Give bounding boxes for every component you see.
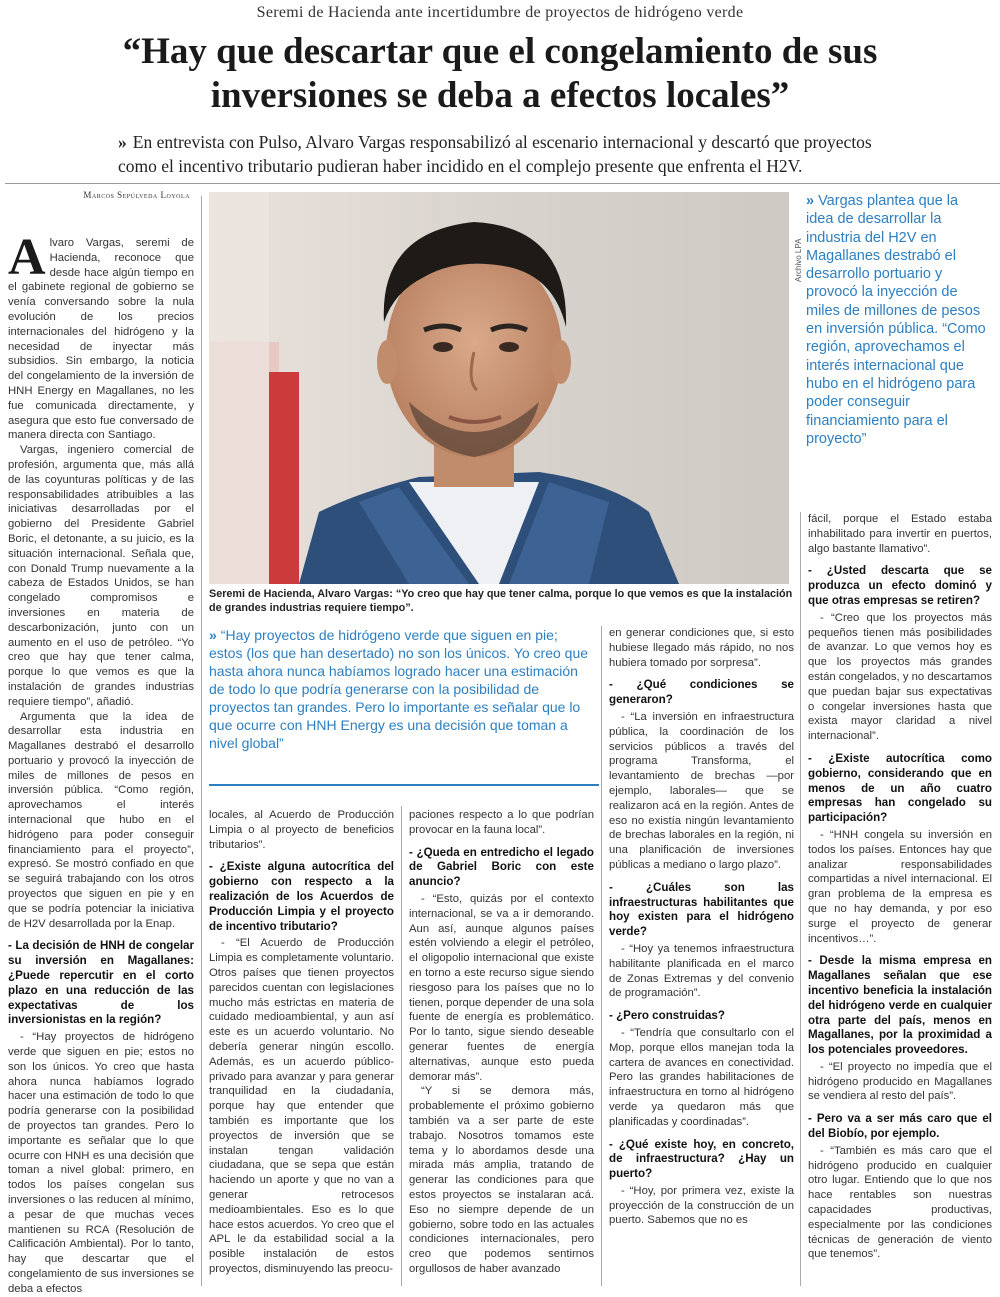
answer: - “HNH congela su inversión en todos los países. Entonces hay que analizar responsabilidades compartidas a nivel internacional. El gran problema de la empresa es que no hay demanda, y por eso surge el proyecto de generar incentivos…”. bbox=[808, 828, 992, 945]
question: - ¿Usted descarta que se produzca un efecto dominó y que otras empresas se retiren? bbox=[808, 564, 992, 607]
paragraph: en generar condiciones que, si esto hubiese llegado más rápido, no nos hubiera tomado por sorpresa”. bbox=[609, 627, 794, 669]
answer: - “El proyecto no impedía que el hidrógeno producido en Magallanes se vendiera al resto del país”. bbox=[808, 1060, 992, 1103]
column-divider bbox=[601, 626, 602, 1286]
photo-credit: Archivo LPA bbox=[794, 238, 803, 282]
answer: - “Tendría que consultarlo con el Mop, porque ellos manejan toda la cartera de avances en conectividad. Pero las grandes habilitaciones de infraestructura en torno al hidrógeno verde ya quedaron más que planificadas y coordinadas”. bbox=[609, 1026, 794, 1128]
question: - ¿Pero construidas? bbox=[609, 1009, 725, 1023]
answer: - “Creo que los proyectos más pequeños tienen más posibilidades de avanzar. Lo que vemos hoy es que los proyectos más grandes están congelados, y no descartamos que puedan bajar sus expectativas o congelar inversiones hasta que exista mayor claridad a nivel internacional”. bbox=[808, 611, 992, 743]
side-pullquote-text: Vargas plantea que la idea de desarrollar la industria del H2V en Magallanes destrabó el desarrollo portuario y provocó la inyección de miles de millones de pesos en inversión pública. “Como región, aprovechamos el interés internacional que hubo en el hidrógeno para poder conseguir financiamiento para el proyecto” bbox=[806, 193, 986, 447]
header-rule bbox=[5, 183, 1000, 184]
chevron-icon: » bbox=[118, 132, 127, 152]
question: - Pero va a ser más caro que el del Biobío, por ejemplo. bbox=[808, 1112, 992, 1141]
paragraph: Argumenta que la idea de desarrollar esta industria en Magallanes destrabó el desarrollo portuario y provocó la inyección de miles de millones de pesos en inversión pública. “Como región, aprovechamos el interés internacional que hubo en el hidrógeno para poder conseguir financiamiento para el proyecto”, expresó. Se mostró confiado en que se seguirá trabajando con los otros proyectos que siguen en pie y en que se podría potenciar la iniciativa de H2V desarrollada por la Enap. bbox=[8, 710, 194, 930]
answer: - “Hoy ya tenemos infraestructura habilitante planificada en el marco de Zonas Extremas y del convenio de programación”. bbox=[609, 942, 794, 1000]
answer: - “El Acuerdo de Producción Limpia es completamente voluntario. Otros países que tienen proyectos parecidos cuentan con legislaciones mucho más estrictas en materia de cuidado medioambiental, y aun así este es un acuerdo voluntario. No debería generar ningún escollo. Además, es un acuerdo público-privado para avanzar y para generar tranquilidad en la ciudadanía, porque hay que entender que también es importante que los proyectos de inversión que se instalan tengan validación ciudadana, que se sepa que están haciendo un aporte y que no van a generar retrocesos medioambientales. Eso es lo que hace estos acuerdos. Yo creo que el APL le da estabilidad social a la posible instalación de estos proyectos, disminuyendo las preocu- bbox=[209, 937, 394, 1275]
answer: - “Hay proyectos de hidrógeno verde que siguen en pie; estos no son los únicos. Yo creo que hasta ahora nunca habíamos logrado hacer una estimación de todo lo que podría generarse con la posibilidad de proyectos tan grandes. Pero lo importante es señalar que lo que ocurre con HNH es una decisión que toman a nivel global: primero, en todos los países congelan sus inversiones o las reducen al mínimo, a pesar de que muchas veces mantienen su RCA (Resolución de Calificación Ambiental). Por lo tanto, hay que descartar que el congelamiento de sus inversiones se deba a efectos bbox=[8, 1031, 194, 1295]
answer: - “También es más caro que el hidrógeno producido en cualquier otro lugar. Entiendo que lo que nos hace rentables son nuestras capacidades productivas, especialmente por las condiciones técnicas de generación de viento que tenemos”. bbox=[808, 1144, 992, 1261]
column-divider bbox=[201, 196, 202, 1286]
column-2 bbox=[209, 808, 394, 1277]
side-pullquote bbox=[806, 192, 986, 448]
deck bbox=[118, 130, 898, 178]
paragraph: paciones respecto a lo que podrían provocar en la fauna local”. bbox=[409, 809, 594, 836]
question: - ¿Qué condiciones se generaron? bbox=[609, 678, 794, 707]
question: - Desde la misma empresa en Magallanes señalan que ese incentivo beneficia la instalación del hidrógeno verde en cualquier otra parte del país, menos en Magallanes, por la proximidad a los potenciales proveedores. bbox=[808, 954, 992, 1057]
column-divider bbox=[401, 806, 402, 1286]
pullquote-rule bbox=[209, 784, 599, 786]
question: - ¿Existe autocrítica como gobierno, considerando que en menos de un año cuatro empresas han congelado su participación? bbox=[808, 751, 992, 825]
column-divider bbox=[800, 512, 801, 1286]
column-5 bbox=[808, 512, 992, 1262]
column-3 bbox=[409, 808, 594, 1277]
photo-caption: Seremi de Hacienda, Alvaro Vargas: “Yo creo que hay que tener calma, porque lo que vemos es que la instalación de grandes industrias requiere tiempo”. bbox=[209, 588, 793, 614]
answer: - “La inversión en infraestructura pública, la coordinación de los servicios públicos a través del programa Transforma, el levantamiento de brechas —por ejemplo, laborales— que se realizaron acá en la región. Antes de eso no existía ningún levantamiento de brechas laborales en la región, ni una planificación de inversiones públicas a mediano o largo plazo”. bbox=[609, 710, 794, 871]
question: - ¿Cuáles son las infraestructuras habilitantes que hoy existen para el hidrógeno verde? bbox=[609, 880, 794, 939]
answer: - “Hoy, por primera vez, existe la proyección de la construcción de un puerto. Sabemos que no es bbox=[609, 1184, 794, 1227]
deck-text: En entrevista con Pulso, Alvaro Vargas responsabilizó al escenario internacional y descartó que proyectos como el incentivo tributario pudieran haber incidido en el complejo presente que enfrenta el H2V. bbox=[118, 132, 872, 176]
answer: - “Esto, quizás por el contexto internacional, se va a ir demorando. Aun así, aunque algunos países estén volviendo a elegir el petróleo, el oligopolio internacional que existe en torno a este recurso sigue siendo riesgoso para los países que no lo tienen, porque depender de una sola fuente de energía es problemático. Por lo tanto, sigue siendo deseable generar fuentes de energía alternativas, aunque esto pueda demorar más”. bbox=[409, 892, 594, 1083]
portrait-photo bbox=[209, 192, 789, 584]
intro-paragraph: Alvaro Vargas, seremi de Hacienda, reconoce que desde hace algún tiempo en el gabinete regional de gobierno se venía conversando sobre la nula evolución de los precios internacionales del hidrógeno y la necesidad de inyectar más subsidios. Sin embargo, la noticia del congelamiento de la inversión de HNH Energy en Magallanes, no les fue comunicada directamente, y asegura que esto fue conversado de manera directa con Santiago. bbox=[8, 229, 194, 442]
chevron-icon: » bbox=[806, 193, 815, 209]
paragraph: fácil, porque el Estado estaba inhabilitado para invertir en puertos, algo bastante llamativo”. bbox=[808, 513, 992, 555]
paragraph: “Y si se demora más, probablemente el próximo gobierno también va a ser parte de este trabajo. Nosotros tomamos este tema y lo abordamos desde una mirada más amplia, tratando de generar las condiciones para que estos proyectos se instalaran acá. Eso no siempre depende de un gobierno, sobre todo en las actuales condiciones internacionales, pero creo que podemos sentirnos orgullosos de haber avanzado bbox=[409, 1085, 594, 1275]
headline: “Hay que descartar que el congelamiento de sus inversiones se deba a efectos locales” bbox=[122, 31, 878, 116]
paragraph: Vargas, ingeniero comercial de profesión, argumenta que, más allá de las coyunturas políticas y de las responsabilidades atribuibles a las iniciativas desarrolladas por el gobierno del Presidente Gabriel Boric, el detonante, a su juicio, es la situación internacional. Señala que, con Donald Trump nuevamente a la cabeza de Estados Unidos, se han congelado compromisos e inversiones en materia de descarbonización, junto con un aumento en el uso de petróleo. “Yo creo que hay que tener calma, porque lo que vemos es que la instalación de grandes industrias requiere tiempo”, añadió. bbox=[8, 444, 194, 708]
byline: Marcos Sepúlveda Loyola bbox=[83, 190, 190, 200]
mid-pullquote bbox=[209, 626, 592, 752]
column-1 bbox=[8, 229, 194, 1297]
question: - ¿Queda en entredicho el legado de Gabriel Boric con este anuncio? bbox=[409, 845, 594, 889]
question: - ¿Qué existe hoy, en concreto, de infraestructura? ¿Hay un puerto? bbox=[609, 1137, 794, 1181]
question: - La decisión de HNH de congelar su inversión en Magallanes: ¿Puede repercutir en el corto plazo en una reducción de las expectativas de los inversionistas en la región? bbox=[8, 939, 194, 1027]
paragraph: locales, al Acuerdo de Producción Limpia o al proyecto de beneficios tributarios”. bbox=[209, 809, 394, 851]
question: - ¿Existe alguna autocrítica del gobierno con respecto a la realización de los Acuerdos de Producción Limpia y el proyecto de incentivo tributario? bbox=[209, 860, 394, 933]
column-4 bbox=[609, 626, 794, 1228]
drop-cap: A bbox=[8, 229, 46, 286]
mid-pullquote-text: “Hay proyectos de hidrógeno verde que siguen en pie; estos (los que han desertado) no son los únicos. Yo creo que hasta ahora nunca habíamos logrado hacer una estimación de todo lo que podría generarse con la posibilidad de proyectos tan grandes. Pero lo importante es señalar que lo que ocurre con HNH Energy es una decisión que toman a nivel global” bbox=[209, 627, 589, 751]
chevron-icon: » bbox=[209, 627, 217, 643]
kicker: Seremi de Hacienda ante incertidumbre de proyectos de hidrógeno verde bbox=[256, 4, 744, 21]
